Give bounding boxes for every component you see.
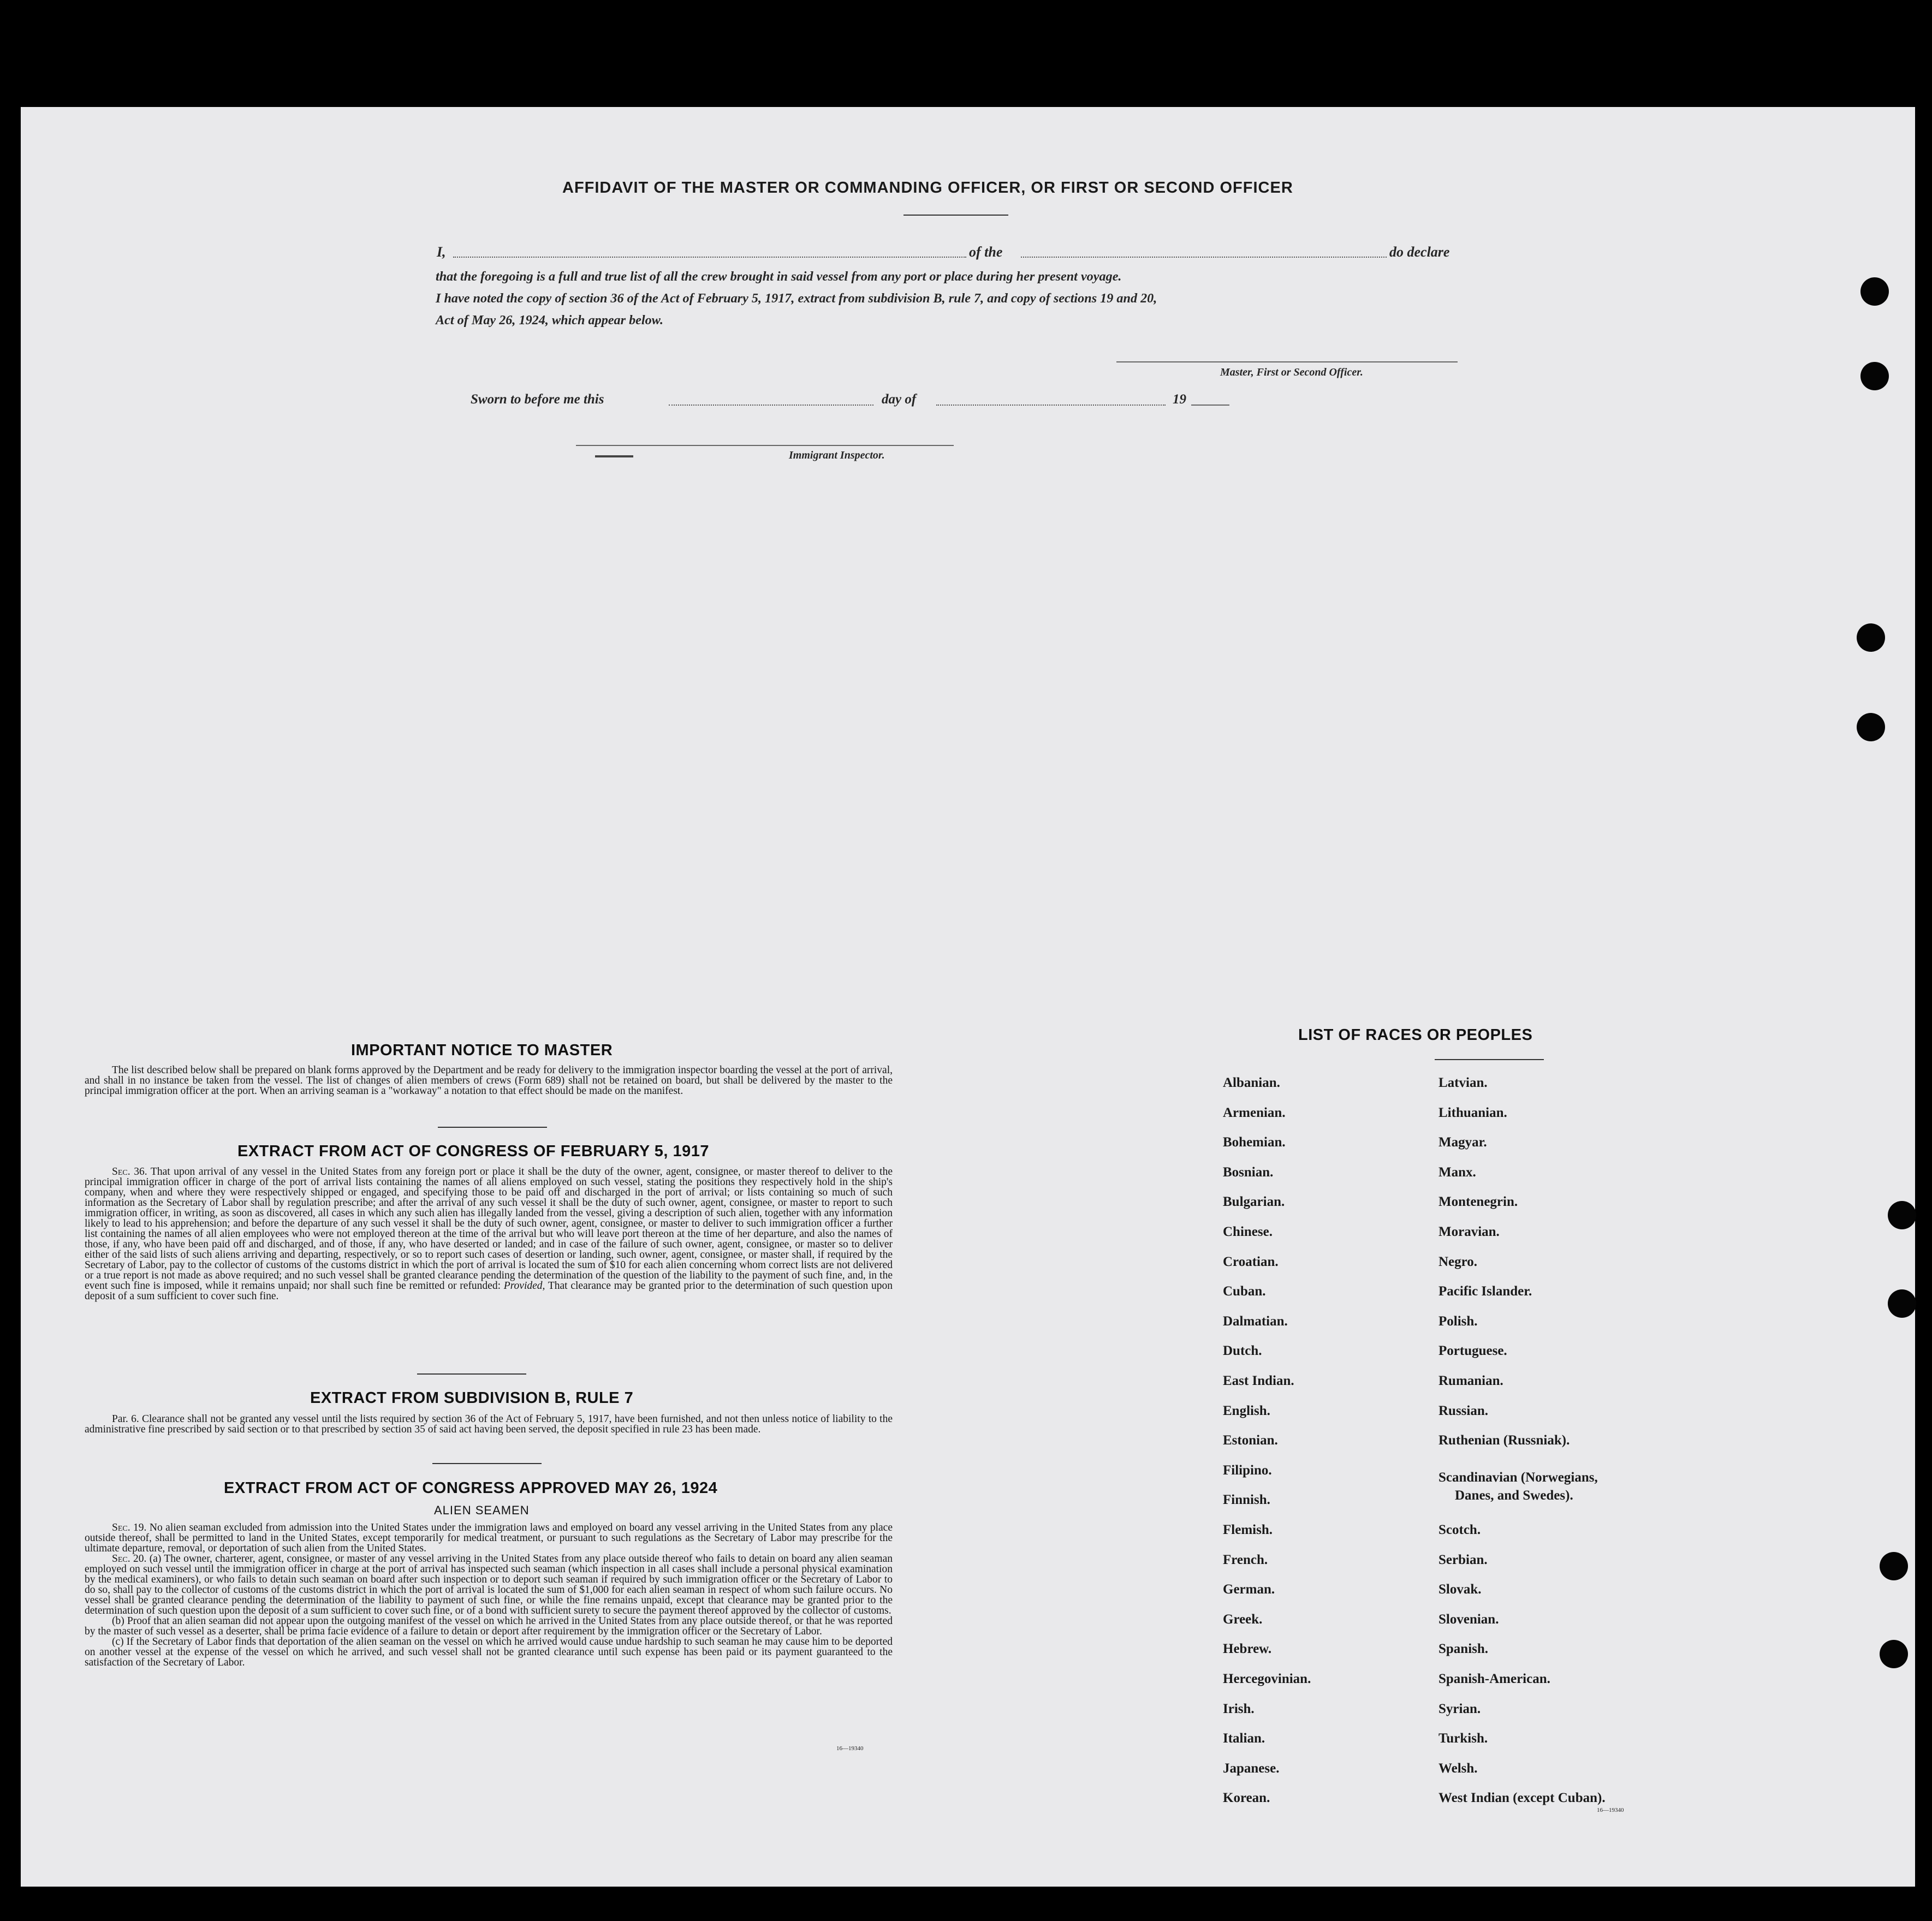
punch-hole bbox=[1857, 623, 1885, 652]
race-item: Montenegrin. bbox=[1438, 1194, 1518, 1210]
race-item: Portuguese. bbox=[1438, 1343, 1507, 1359]
day-of-text: day of bbox=[882, 392, 917, 407]
race-item: Moravian. bbox=[1438, 1224, 1500, 1239]
extract-1917-heading: EXTRACT FROM ACT OF CONGRESS OF FEBRUARY 5, 1917 bbox=[237, 1143, 710, 1160]
sec-19-label: Sec. 19. bbox=[112, 1522, 147, 1533]
year-prefix: 19 bbox=[1173, 392, 1186, 407]
race-item: Armenian. bbox=[1223, 1105, 1286, 1120]
race-item: Bohemian. bbox=[1223, 1135, 1286, 1150]
inspector-caption: Immigrant Inspector. bbox=[789, 449, 885, 461]
vessel-blank[interactable] bbox=[1021, 257, 1387, 258]
year-blank[interactable] bbox=[1191, 405, 1229, 406]
race-item: Hercegovinian. bbox=[1223, 1672, 1311, 1686]
race-item: West Indian (except Cuban). bbox=[1438, 1791, 1606, 1806]
name-blank[interactable] bbox=[453, 257, 966, 258]
race-item: Slovenian. bbox=[1438, 1611, 1499, 1627]
sec-36-body: That upon arrival of any vessel in the United States from any foreign port or place it shall be the duty of the owner, agent, consignee, or master thereof to deliver to the principal immigration officer in charge of the port of arrival lists containing the names of all aliens employed on such vessel, stating the positions they respectively hold in the ship's company, when and where they were respectively shipped or engaged, and specifying those to be paid off and discharged in the port of arrival; or lists containing so much of such information as the Secretary of Labor shall by regulation prescribe; and after the arrival of any such vessel it shall be the duty of such owner, agent, consignee, or master to report to such immigration officer, in writing, as soon as discovered, all cases in which any such alien has illegally landed from the vessel, giving a description of such alien, together with any information likely to lead to his apprehension; and before the departure of any such vessel it shall be the duty of such owner, agent, consignee, or master to deliver to such immigration officer a further list containing the names of all alien employees who were not employed thereon at the time of the arrival but who will leave port thereon at the time of her departure, and also the names of those, if any, who have been paid off and discharged, and of those, if any, who have deserted or landed; and in case of the failure of such owner, agent, consignee, or master so to deliver either of the said lists of such aliens arriving and departing, respectively, or so to report such cases of desertion or landing, such owner, agent, consignee, or master shall, if required by the Secretary of Labor, pay to the collector of customs of the customs district in which the port of arrival is located the sum of $10 for each alien concerning whom correct lists are not delivered or a true report is not made as above required; and no such vessel shall be granted clearance pending the determination of the question of the liability to the payment of such fine, and, in the event such fine is imposed, while it remains unpaid; nor shall such fine be remitted or refunded: bbox=[85, 1166, 893, 1292]
race-item: Scandinavian (Norwegians, bbox=[1438, 1470, 1598, 1485]
race-item: Rumanian. bbox=[1438, 1373, 1503, 1388]
race-item: Japanese. bbox=[1223, 1761, 1280, 1776]
race-item: Turkish. bbox=[1438, 1731, 1488, 1746]
sec-36-label: Sec. 36. bbox=[112, 1166, 147, 1177]
section-rule bbox=[438, 1127, 547, 1128]
sec-20c: (c) If the Secretary of Labor finds that deportation of the alien seaman on the vessel on which he arrived would cause undue hardship to such seaman he may cause him to be deported on another vessel at the expense of the vessel on which he arrived, and such vessel shall not be granted clearance until such expense has been paid or its payment guaranteed to the satisfaction of the Secretary of Labor. bbox=[85, 1636, 893, 1668]
race-item: Negro. bbox=[1438, 1254, 1478, 1269]
race-item: Flemish. bbox=[1223, 1522, 1273, 1537]
alien-seamen-subheading: ALIEN SEAMEN bbox=[434, 1503, 530, 1517]
race-item: Bosnian. bbox=[1223, 1164, 1274, 1180]
race-item: Latvian. bbox=[1438, 1075, 1488, 1090]
race-item: Finnish. bbox=[1223, 1492, 1270, 1508]
race-item: Danes, and Swedes). bbox=[1455, 1488, 1573, 1503]
rule7-body: Par. 6. Clearance shall not be granted any vessel until the lists required by section 36 of the Act of February 5, 1917, have been furnished, and not then unless notice of liability to the administrative fine prescribed by said section or to that prescribed by section 35 of said act having been served, the deposit specified in rule 23 has been made. bbox=[85, 1413, 893, 1435]
sec-19 bbox=[85, 1522, 893, 1554]
race-item: Serbian. bbox=[1438, 1552, 1488, 1567]
sec-20b: (b) Proof that an alien seaman did not appear upon the outgoing manifest of the vessel on which he arrived in the United States from any place outside thereof, or that he was reported by the master of such vessel as a deserter, shall be prima facie evidence of a failure to detain or deport after requirement by the immigration officer or the Secretary of Labor. bbox=[85, 1615, 893, 1637]
affidavit-of-the: of the bbox=[969, 244, 1003, 260]
race-item: French. bbox=[1223, 1552, 1268, 1567]
race-item: Scotch. bbox=[1438, 1522, 1481, 1537]
sec-19-body: No alien seaman excluded from admission into the United States under the immigration laws and employed on board any vessel arriving in the United States from any place outside thereof, shall be permitted to land in the United States, except temporarily for medical treatment, or pursuant to such regulations as the Secretary of Labor may prescribe for the ultimate departure, removal, or deportation of such alien from the United States. bbox=[85, 1522, 893, 1554]
race-item: German. bbox=[1223, 1582, 1275, 1597]
race-item: Spanish-American. bbox=[1438, 1672, 1550, 1686]
affidavit-do-declare: do declare bbox=[1389, 244, 1450, 260]
inspector-mark bbox=[595, 455, 633, 457]
punch-hole bbox=[1880, 1640, 1908, 1668]
race-item: Korean. bbox=[1223, 1791, 1270, 1806]
title-rule bbox=[903, 215, 1008, 216]
race-item: Pacific Islander. bbox=[1438, 1284, 1532, 1299]
race-item: Syrian. bbox=[1438, 1701, 1481, 1716]
punch-hole bbox=[1888, 1201, 1916, 1229]
punch-hole bbox=[1860, 362, 1889, 390]
race-item: Magyar. bbox=[1438, 1135, 1487, 1150]
race-item: East Indian. bbox=[1223, 1373, 1294, 1388]
affidavit-line-4: Act of May 26, 1924, which appear below. bbox=[436, 313, 663, 328]
punch-hole bbox=[1888, 1289, 1916, 1318]
provided-word: Provided, bbox=[503, 1280, 545, 1292]
race-item: Cuban. bbox=[1223, 1284, 1266, 1299]
affidavit-title: AFFIDAVIT OF THE MASTER OR COMMANDING OFFICER, OR FIRST OR SECOND OFFICER bbox=[562, 179, 1293, 197]
race-item: Lithuanian. bbox=[1438, 1105, 1507, 1120]
race-item: Polish. bbox=[1438, 1313, 1478, 1329]
affidavit-i: I, bbox=[437, 244, 446, 260]
section-rule bbox=[432, 1463, 542, 1464]
punch-hole bbox=[1860, 277, 1889, 306]
race-item: Hebrew. bbox=[1223, 1642, 1272, 1657]
race-item: Welsh. bbox=[1438, 1761, 1478, 1776]
inspector-signature-line[interactable] bbox=[576, 445, 954, 446]
sec-36-end: That clearance may be granted prior to the determination of such question upon deposit of a sum sufficient to cover such fine. bbox=[85, 1280, 893, 1302]
master-caption: Master, First or Second Officer. bbox=[1220, 366, 1363, 378]
race-item: Irish. bbox=[1223, 1701, 1255, 1716]
race-item: Slovak. bbox=[1438, 1582, 1482, 1597]
race-item: Chinese. bbox=[1223, 1224, 1273, 1239]
rule7-heading: EXTRACT FROM SUBDIVISION B, RULE 7 bbox=[310, 1389, 634, 1407]
sec-20a-body: (a) The owner, charterer, agent, consignee, or master of any vessel arriving in the United States from any place outside thereof who fails to detain on board any alien seaman employed on such vessel until the immigration officer in charge at the port of arrival has inspected such seaman (which inspection in all cases shall include a personal physical examination by the medical examiners), or who fails to detain such seaman on board after such inspection or to deport such seaman if required by such immigration officer or the Secretary of Labor to do so, shall pay to the collector of customs of the customs district in which the port of arrival is located the sum of $1,000 for each alien seaman in respect of whom such failure occurs. No vessel shall be granted clearance pending the determination of the liability to payment of such fine, or while the fine remains unpaid, except that clearance may be granted prior to the determination of such question upon the deposit of a sum sufficient to cover such fine, or of a bond with sufficient surety to secure the payment thereof approved by the collector of customs. bbox=[85, 1553, 893, 1616]
affidavit-line-2: that the foregoing is a full and true list of all the crew brought in said vessel from any port or place during her present voyage. bbox=[436, 269, 1122, 284]
extract-1917-text bbox=[85, 1167, 893, 1301]
extract-1924-text bbox=[85, 1522, 893, 1668]
race-item: Croatian. bbox=[1223, 1254, 1279, 1269]
races-heading: LIST OF RACES OR PEOPLES bbox=[1298, 1026, 1533, 1044]
punch-hole bbox=[1880, 1552, 1908, 1580]
race-item: Ruthenian (Russniak). bbox=[1438, 1433, 1570, 1448]
month-blank[interactable] bbox=[936, 405, 1166, 406]
form-number-right: 16—19340 bbox=[1597, 1807, 1624, 1813]
sec-20-label: Sec. 20. bbox=[112, 1553, 147, 1565]
sec-20a bbox=[85, 1554, 893, 1616]
race-item: Manx. bbox=[1438, 1164, 1476, 1180]
sworn-day-blank[interactable] bbox=[669, 405, 873, 406]
notice-body: The list described below shall be prepared on blank forms approved by the Department and be ready for delivery to the immigration inspector boarding the vessel at the port of arrival, and shall in no instance be taken from the vessel. The list of changes of alien members of crews (Form 689) shall not be retained on board, but shall be delivered by the master to the principal immigration officer at the port. When an arriving seaman is a "workaway" a notation to that effect should be made on the manifest. bbox=[85, 1064, 893, 1097]
race-item: English. bbox=[1223, 1403, 1270, 1418]
extract-1924-heading: EXTRACT FROM ACT OF CONGRESS APPROVED MAY 26, 1924 bbox=[224, 1479, 718, 1497]
form-number-left: 16—19340 bbox=[836, 1745, 864, 1752]
sworn-text: Sworn to before me this bbox=[471, 392, 604, 407]
rule7-text bbox=[85, 1414, 893, 1435]
race-item: Estonian. bbox=[1223, 1433, 1278, 1448]
race-item: Italian. bbox=[1223, 1731, 1265, 1746]
race-item: Russian. bbox=[1438, 1403, 1489, 1418]
race-item: Dutch. bbox=[1223, 1343, 1262, 1359]
race-item: Filipino. bbox=[1223, 1462, 1272, 1478]
section-rule bbox=[417, 1373, 526, 1375]
punch-hole bbox=[1857, 713, 1885, 741]
notice-heading: IMPORTANT NOTICE TO MASTER bbox=[351, 1042, 613, 1059]
race-item: Albanian. bbox=[1223, 1075, 1280, 1090]
race-item: Spanish. bbox=[1438, 1642, 1489, 1657]
race-item: Bulgarian. bbox=[1223, 1194, 1285, 1210]
notice-text bbox=[85, 1065, 893, 1096]
race-item: Greek. bbox=[1223, 1611, 1263, 1627]
race-item: Dalmatian. bbox=[1223, 1313, 1288, 1329]
affidavit-line-3: I have noted the copy of section 36 of the Act of February 5, 1917, extract from subdivision B, rule 7, and copy of sections 19 and 20, bbox=[436, 291, 1157, 306]
master-signature-line[interactable] bbox=[1116, 361, 1458, 362]
races-rule bbox=[1435, 1059, 1544, 1060]
